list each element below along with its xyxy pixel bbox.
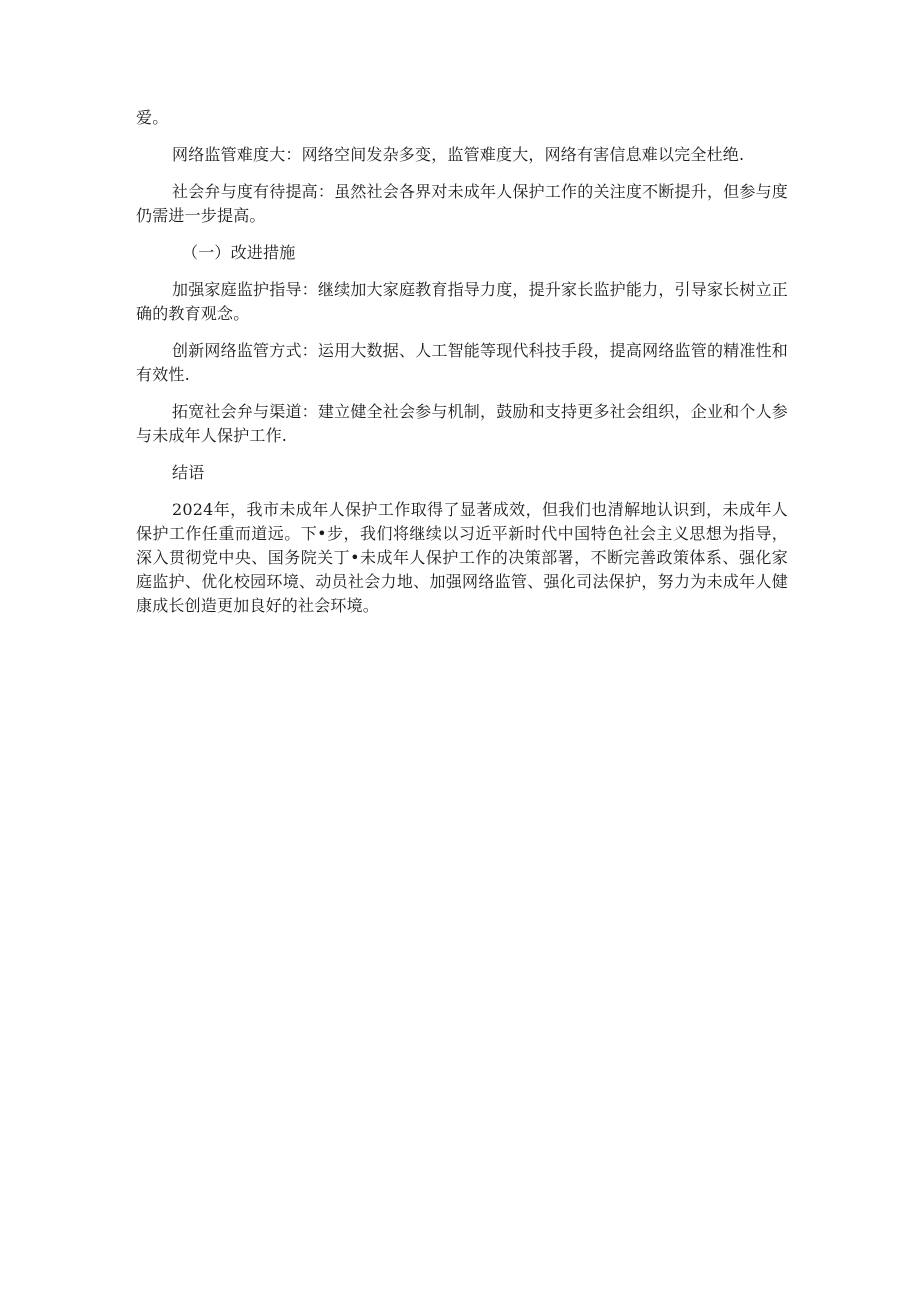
section-heading-improvement: （一）改进措施 xyxy=(182,243,296,262)
paragraph-network-supervision: 网络监管难度大：网络空间发杂多变，监管难度大，网络有害信息难以完全杜绝. xyxy=(172,145,745,164)
paragraph-network-innovation: 创新网络监管方式：运用大数据、人工智能等现代科技手段，提高网络监管的精准性和有效性. xyxy=(136,341,788,384)
paragraph-conclusion: 2024年，我市未成年人保护工作取得了显著成效，但我们也清解地认识到，未成年人保护工作任重而道远。下•步，我们将继续以习近平新时代中国特色社会主义思想为指导，深入贯彻党中央、国务院关丁•未成年人保护工作的决策部署，不断完善政策体系、强化家庭监护、优化校园环境、动员社会力地、加强网络监管、强化司法保护，努力为未成年人健康成长创造更加良好的社会环境。 xyxy=(136,500,788,615)
document-body xyxy=(136,106,788,631)
paragraph-social-participation: 社会弁与度有待提高：虽然社会各界对未成年人保护工作的关注度不断提升，但参与度仍需进一步提高。 xyxy=(136,182,788,225)
paragraph-continuation: 爱。 xyxy=(136,108,169,127)
section-heading-conclusion: 结语 xyxy=(172,463,205,482)
paragraph-family-guidance: 加强家庭监护指导：继续加大家庭教育指导力度，提升家长监护能力，引导家长树立正确的教育观念。 xyxy=(136,280,788,323)
paragraph-social-channels: 拓宽社会弁与渠道：建立健全社会参与机制，鼓励和支持更多社会组织，企业和个人参与未成年人保护工作. xyxy=(136,402,788,445)
